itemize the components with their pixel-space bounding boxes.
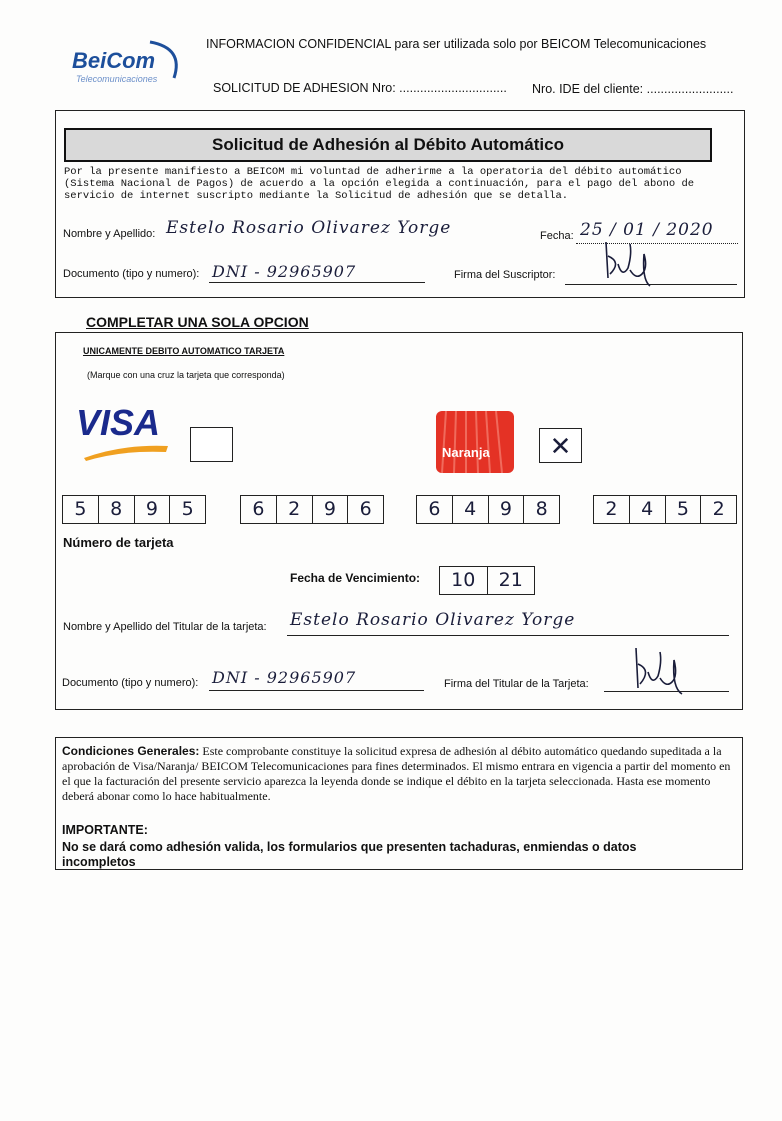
holder-document-label: Documento (tipo y numero): <box>62 677 199 689</box>
card-digit: 5 <box>181 498 194 520</box>
naranja-wordmark: Naranja <box>442 445 490 460</box>
conditions-body: Este comprobante constituye la solicitud expresa de adhesión al débito automático quedando supeditada a la aprobación de Visa/Naranja/ BEICOM Telecomunicaciones para fines determinados. El mismo entrara en vigencia a partir del momento en el que la facturación del presente servicio aparezca la leyenda donde se indique el débito en la tarjeta seleccionada. Hasta ese momento deberá abonar como lo hace habitualmente. <box>62 744 731 803</box>
visa-wordmark: VISA <box>76 402 161 443</box>
logo-brand: BeiCom <box>72 48 156 73</box>
card-digit: 6 <box>417 496 453 523</box>
card-number-group-4[interactable] <box>593 495 737 524</box>
card-instruction: (Marque con una cruz la tarjeta que corresponda) <box>87 370 285 380</box>
card-number-group-1[interactable] <box>62 495 206 524</box>
card-number-group-3[interactable] <box>416 495 560 524</box>
logo-subtitle: Telecomunicaciones <box>76 74 158 84</box>
expiry-year: 21 <box>498 569 523 591</box>
client-id-field[interactable]: ......................... <box>646 82 734 96</box>
holder-underline <box>287 635 729 636</box>
card-number-label: Número de tarjeta <box>63 535 174 550</box>
date-label: Fecha: <box>540 230 574 242</box>
holder-signature <box>628 640 688 702</box>
card-digit: 2 <box>277 496 313 523</box>
client-id-label: Nro. IDE del cliente: <box>532 82 644 96</box>
card-digit: 2 <box>712 498 725 520</box>
signature-label: Firma del Suscriptor: <box>454 269 556 281</box>
visa-checkbox[interactable] <box>190 427 233 462</box>
expiry-label: Fecha de Vencimiento: <box>290 571 421 585</box>
card-digit: 8 <box>99 496 135 523</box>
name-label: Nombre y Apellido: <box>63 228 156 240</box>
card-digit: 5 <box>63 496 99 523</box>
naranja-logo <box>436 411 514 473</box>
card-digit: 6 <box>241 496 277 523</box>
beicom-logo <box>66 38 186 86</box>
card-digit: 6 <box>359 498 372 520</box>
section-title: Solicitud de Adhesión al Débito Automático <box>64 128 712 162</box>
client-id <box>532 82 733 96</box>
document-underline <box>209 282 425 283</box>
card-number-group-2[interactable] <box>240 495 384 524</box>
date-value[interactable]: 25 / 01 / 2020 <box>580 220 714 240</box>
conditions-text <box>62 744 736 804</box>
holder-document-underline <box>209 690 424 691</box>
confidential-notice: INFORMACION CONFIDENCIAL para ser utilizada solo por BEICOM Telecomunicaciones <box>206 37 707 51</box>
card-digit: 8 <box>535 498 548 520</box>
name-value[interactable]: Estelo Rosario Olivarez Yorge <box>166 218 452 238</box>
single-option-heading: COMPLETAR UNA SOLA OPCION <box>86 314 309 330</box>
card-digit: 4 <box>453 496 489 523</box>
expiry-field[interactable] <box>439 566 535 595</box>
document-value[interactable]: DNI - 92965907 <box>212 262 357 281</box>
card-digit: 5 <box>666 496 702 523</box>
intro-text: Por la presente manifiesto a BEICOM mi voluntad de adherirme a la operatoria del débito automático (Sistema Nacional de Pagos) de acuerdo a la opción elegida a continuación, para el pago del abono de servicio de internet suscripto mediante la Solicitud de adhesión que se detalla. <box>64 166 695 202</box>
conditions-title: Condiciones Generales: <box>62 744 200 758</box>
card-digit: 4 <box>630 496 666 523</box>
important-title: IMPORTANTE: <box>62 823 148 837</box>
card-digit: 9 <box>313 496 349 523</box>
card-only-subheading: UNICAMENTE DEBITO AUTOMATICO TARJETA <box>83 346 285 356</box>
request-number-field[interactable]: ............................... <box>399 81 507 95</box>
subscriber-signature <box>598 234 658 294</box>
holder-label: Nombre y Apellido del Titular de la tarjeta: <box>63 621 267 633</box>
important-text: No se dará como adhesión valida, los formularios que presenten tachaduras, enmiendas o datos incompletos <box>62 840 637 869</box>
holder-document-value[interactable]: DNI - 92965907 <box>212 668 357 687</box>
card-digit: 9 <box>135 496 171 523</box>
document-label: Documento (tipo y numero): <box>63 268 200 280</box>
card-digit: 2 <box>594 496 630 523</box>
request-number-label: SOLICITUD DE ADHESION Nro: <box>213 81 396 95</box>
card-digit: 9 <box>489 496 525 523</box>
visa-logo <box>76 402 172 464</box>
holder-value[interactable]: Estelo Rosario Olivarez Yorge <box>290 610 576 630</box>
holder-signature-label: Firma del Titular de la Tarjeta: <box>444 678 589 690</box>
request-number <box>213 81 507 95</box>
expiry-month: 10 <box>440 567 488 594</box>
naranja-checkbox[interactable]: ✕ <box>539 428 582 463</box>
